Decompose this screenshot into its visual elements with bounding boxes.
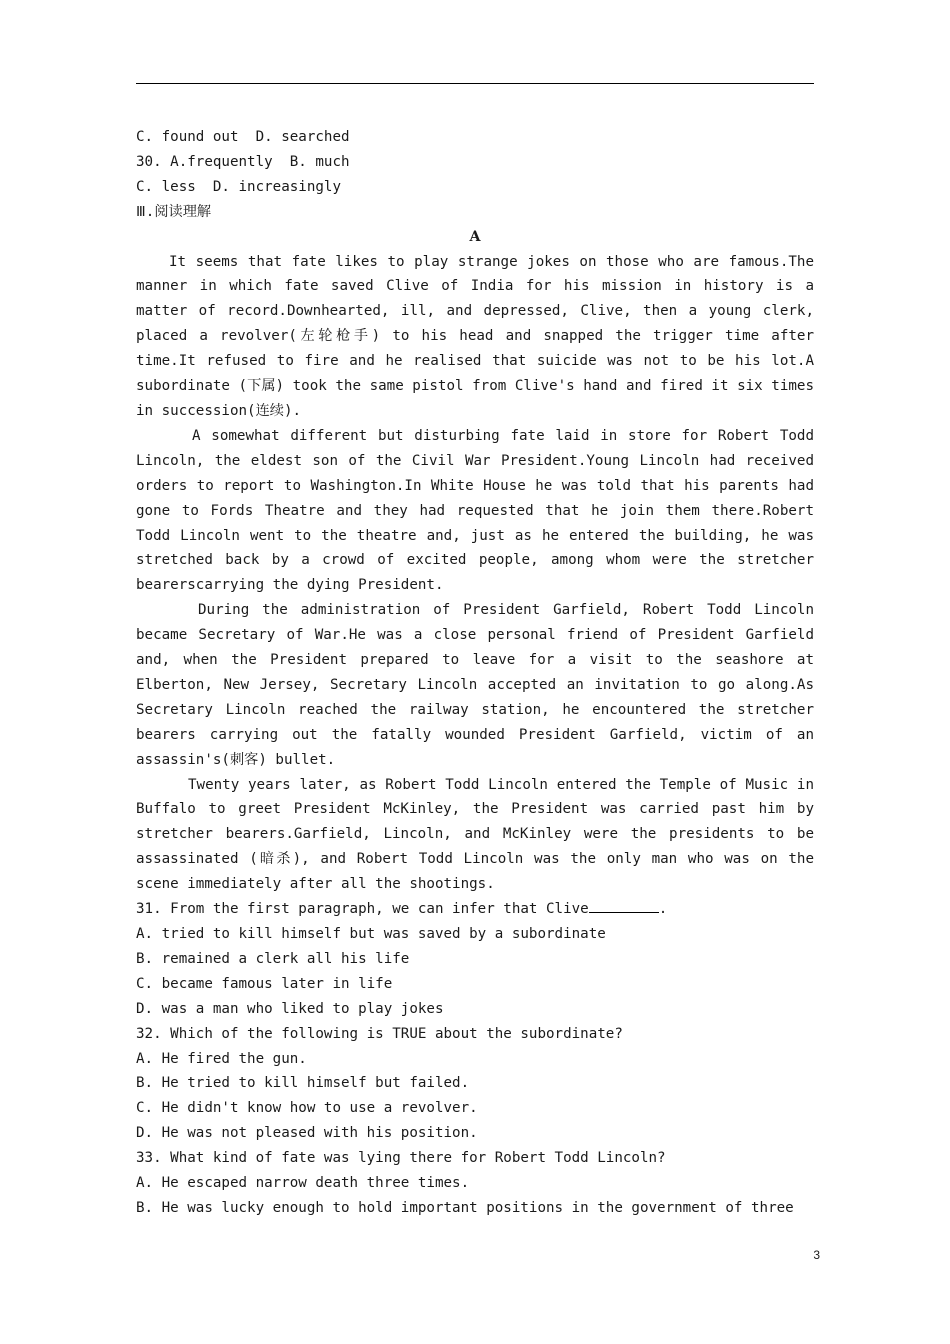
passage-paragraph-2: A somewhat different but disturbing fate laid in store for Robert Todd Lincoln, the eldest son of the Civil War President.Young Lincoln had received orders to report to Washington.In White House he was told that his parents had gone to Fords Theatre and they had requested that he join them there.Robert Todd Lincoln went to the theatre and, just as he entered the building, he was stretched back by a crowd of excited people, among whom were the stretcher bearerscarrying the dying President. xyxy=(136,427,814,594)
section-heading: Ⅲ.阅读理解 xyxy=(136,203,212,220)
question-30-line: 30. A.frequently B. much xyxy=(136,153,350,170)
question-31-option-b: B. remained a clerk all his life xyxy=(136,950,410,967)
question-33-option-b: B. He was lucky enough to hold important positions in the government of three xyxy=(136,1199,794,1216)
question-32-option-a: A. He fired the gun. xyxy=(136,1050,307,1067)
question-31-option-d: D. was a man who liked to play jokes xyxy=(136,1000,444,1017)
option-line: C. found out D. searched xyxy=(136,129,350,145)
question-33-stem: 33. What kind of fate was lying there for Robert Todd Lincoln? xyxy=(136,1150,666,1167)
passage-title: A xyxy=(469,228,481,245)
answer-blank[interactable] xyxy=(589,898,659,913)
question-32-option-b: B. He tried to kill himself but failed. xyxy=(136,1075,470,1092)
question-31-suffix: . xyxy=(658,901,668,918)
question-33-option-a: A. He escaped narrow death three times. xyxy=(136,1175,470,1192)
question-31-text: 31. From the first paragraph, we can infer that Clive xyxy=(136,901,589,918)
question-31-option-c: C. became famous later in life xyxy=(136,975,393,992)
question-31-stem xyxy=(136,897,814,922)
option-line: C. less D. increasingly xyxy=(136,178,341,195)
question-32-stem: 32. Which of the following is TRUE about the subordinate? xyxy=(136,1025,623,1042)
document-body xyxy=(136,125,814,1221)
header-rule xyxy=(136,83,814,84)
question-32-option-d: D. He was not pleased with his position. xyxy=(136,1125,478,1142)
passage-paragraph-3: During the administration of President Garfield, Robert Todd Lincoln became Secretary of War.He was a close personal friend of President Garfield and, when the President prepared to leave for a visit to the seashore at Elberton, New Jersey, Secretary Lincoln accepted an invitation to go along.As Secretary Lincoln reached the railway station, he encountered the stretcher bearers carrying out the fatally wounded President Garfield, victim of an assassin's(刺客) bullet. xyxy=(136,602,814,768)
page-number: 3 xyxy=(813,1248,820,1262)
question-31-option-a: A. tried to kill himself but was saved by a subordinate xyxy=(136,926,606,942)
question-32-option-c: C. He didn't know how to use a revolver. xyxy=(136,1100,478,1117)
passage-paragraph-4: Twenty years later, as Robert Todd Lincoln entered the Temple of Music in Buffalo to greet President McKinley, the President was carried past him by stretcher bearers.Garfield, Lincoln, and McKinley were the presidents to be assassinated (暗杀), and Robert Todd Lincoln was the only man who was on the scene immediately after all the shootings. xyxy=(136,776,814,893)
passage-paragraph-1: It seems that fate likes to play strange jokes on those who are famous.The manner in which fate saved Clive of India for his mission in history is a matter of record.Downhearted, ill, and depressed, Clive, then a young clerk, placed a revolver(左轮枪手) to his head and snapped the trigger time after time.It refused to fire and he realised that suicide was not to be his lot.A subordinate (下属) took the same pistol from Clive's hand and fired it six times in succession(连续). xyxy=(136,253,814,419)
